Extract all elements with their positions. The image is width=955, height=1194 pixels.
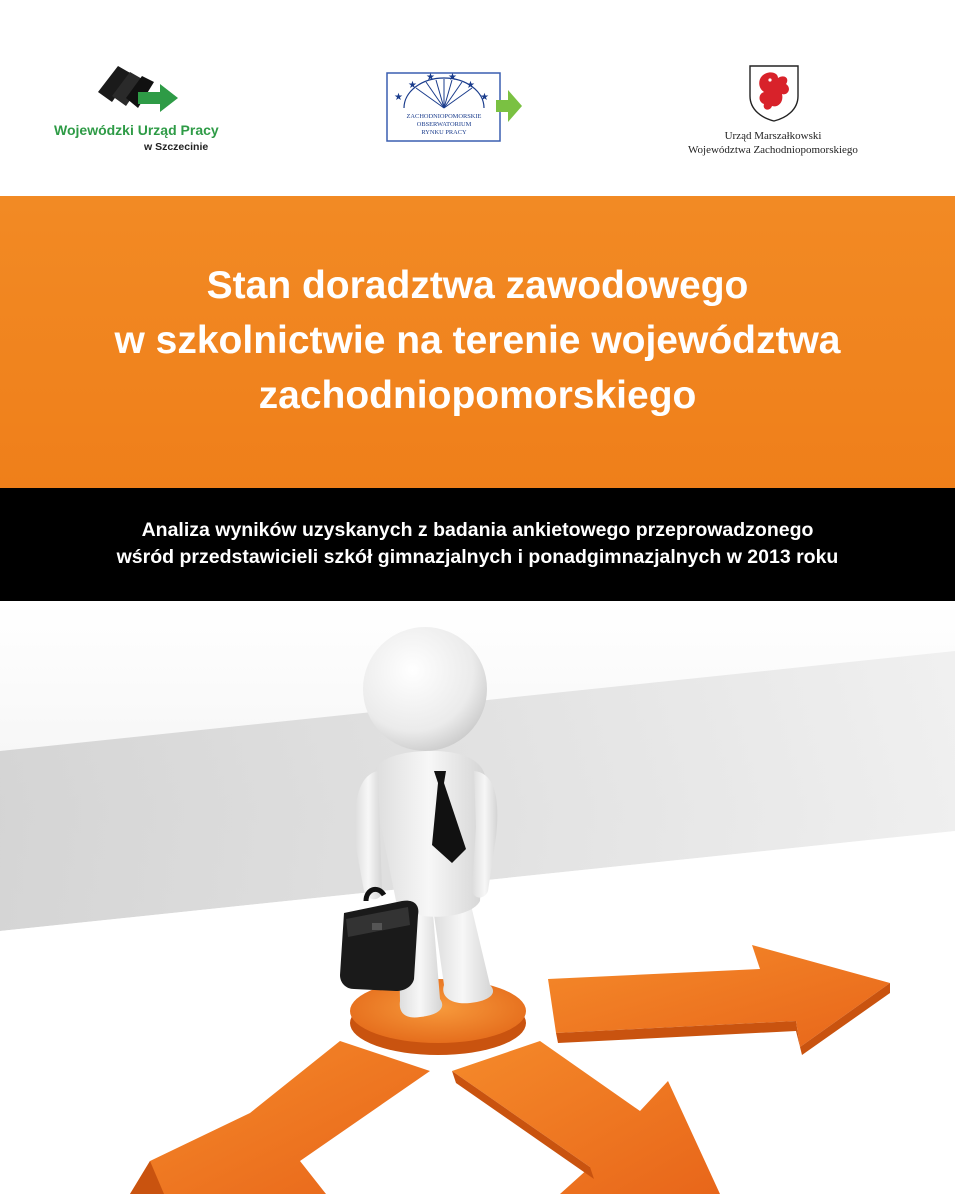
subtitle-line2: wśród przedstawicieli szkół gimnazjalnych i ponadgimnazjalnych w 2013 roku	[116, 546, 839, 568]
svg-text:★: ★	[394, 92, 403, 103]
subtitle-line1: Analiza wyników uzyskanych z badania ankietowego przeprowadzonego	[141, 519, 814, 541]
observatory-line2: OBSERWATORIUM	[416, 121, 472, 128]
svg-text:★: ★	[480, 92, 489, 103]
observatory-logo	[386, 70, 526, 145]
wup-logo	[52, 60, 222, 160]
observatory-line3: RYNKU PRACY	[421, 129, 467, 136]
subtitle-band	[0, 488, 955, 601]
svg-text:★: ★	[466, 80, 475, 91]
observatory-emblem-icon	[386, 70, 526, 145]
observatory-line1: ZACHODNIOPOMORSKIE	[406, 113, 482, 120]
svg-text:★: ★	[448, 72, 457, 83]
businessman-figure	[340, 627, 497, 1017]
title-line3: zachodniopomorskiego	[258, 374, 697, 417]
cover-illustration	[0, 601, 955, 1194]
title-line2: w szkolnictwie na terenie województwa	[114, 319, 841, 362]
marshal-line2: Województwa Zachodniopomorskiego	[688, 144, 858, 156]
page-title	[20, 258, 935, 423]
title-band	[0, 196, 955, 488]
griffin-crest-icon	[748, 64, 800, 122]
wup-name: Wojewódzki Urząd Pracy	[54, 122, 219, 138]
svg-text:★: ★	[408, 80, 417, 91]
page-subtitle	[10, 517, 945, 571]
marshal-office-logo	[668, 62, 878, 162]
wup-cards-arrow-icon	[92, 62, 182, 112]
logo-bar	[0, 0, 955, 196]
title-line1: Stan doradztwa zawodowego	[206, 264, 749, 307]
svg-text:★: ★	[426, 72, 435, 83]
wup-city: w Szczecinie	[144, 141, 209, 153]
marshal-line1: Urząd Marszałkowski	[724, 130, 822, 142]
